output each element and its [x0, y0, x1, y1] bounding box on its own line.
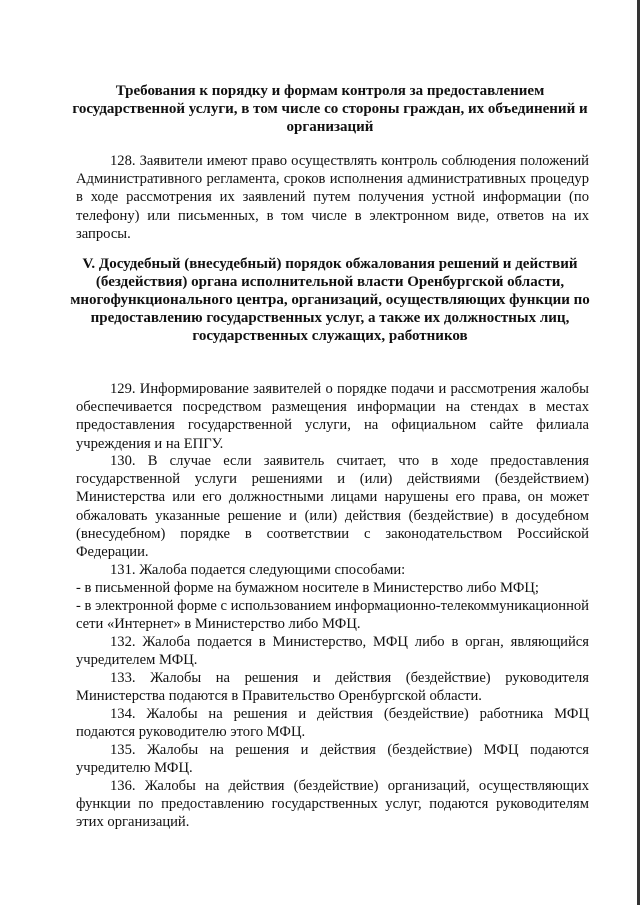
paragraph-135: 135. Жалобы на решения и действия (бездействие) МФЦ подаются учредителю МФЦ.: [76, 742, 589, 777]
paragraph-136: 136. Жалобы на действия (бездействие) организаций, осуществляющих функции по предоставлению государственных услуг, подаются руководителям этих организаций.: [76, 778, 589, 831]
paragraph-132: 132. Жалоба подается в Министерство, МФЦ либо в орган, являющийся учредителем МФЦ.: [76, 634, 589, 669]
paragraph-129: 129. Информирование заявителей о порядке подачи и рассмотрения жалобы обеспечивается посредством размещения информации на стендах в местах предоставления государственной услуги, на официальном сайте филиала учреждения и на ЕПГУ.: [76, 381, 589, 452]
paragraph-131: 131. Жалоба подается следующими способами:: [110, 562, 406, 578]
paragraph-134: 134. Жалобы на решения и действия (бездействие) работника МФЦ подаются руководителю этого МФЦ.: [76, 706, 589, 741]
paragraph-128: 128. Заявители имеют право осуществлять контроль соблюдения положений Административного регламента, сроков исполнения административных процедур в ходе рассмотрения их заявлений путем получения устной информации (по телефону) или письменных, в том числе в электронном виде, ответов на их запросы.: [76, 153, 589, 242]
paragraph-130: 130. В случае если заявитель считает, что в ходе предоставления государственной услуги решениями и (или) действиями (бездействием) Министерства или его должностными лицами нарушены его права, он может обжаловать указанные решение и (или) действия (бездействие) в досудебном (внесудебном) порядке в соответствии с законодательством Российской Федерации.: [76, 453, 589, 561]
bullet-electronic-form: - в электронной форме с использованием информационно-телекоммуникационной сети «Интернет» в Министерство либо МФЦ.: [76, 598, 589, 633]
section-heading-appeal: V. Досудебный (внесудебный) порядок обжалования решений и действий (бездействия) органа исполнительной власти Оренбургской области, многофункционального центра, организаций, осуществляющих функции по предоставлению государственных услуг, а также их должностных лиц, государственных служащих, работников: [70, 256, 590, 344]
section-heading-control: Требования к порядку и формам контроля за предоставлением государственной услуги, в том числе со стороны граждан, их объединений и организаций: [72, 83, 588, 135]
paragraph-133: 133. Жалобы на решения и действия (бездействие) руководителя Министерства подаются в Правительство Оренбургской области.: [76, 670, 589, 705]
bullet-paper-form: - в письменной форме на бумажном носителе в Министерство либо МФЦ;: [76, 580, 539, 596]
